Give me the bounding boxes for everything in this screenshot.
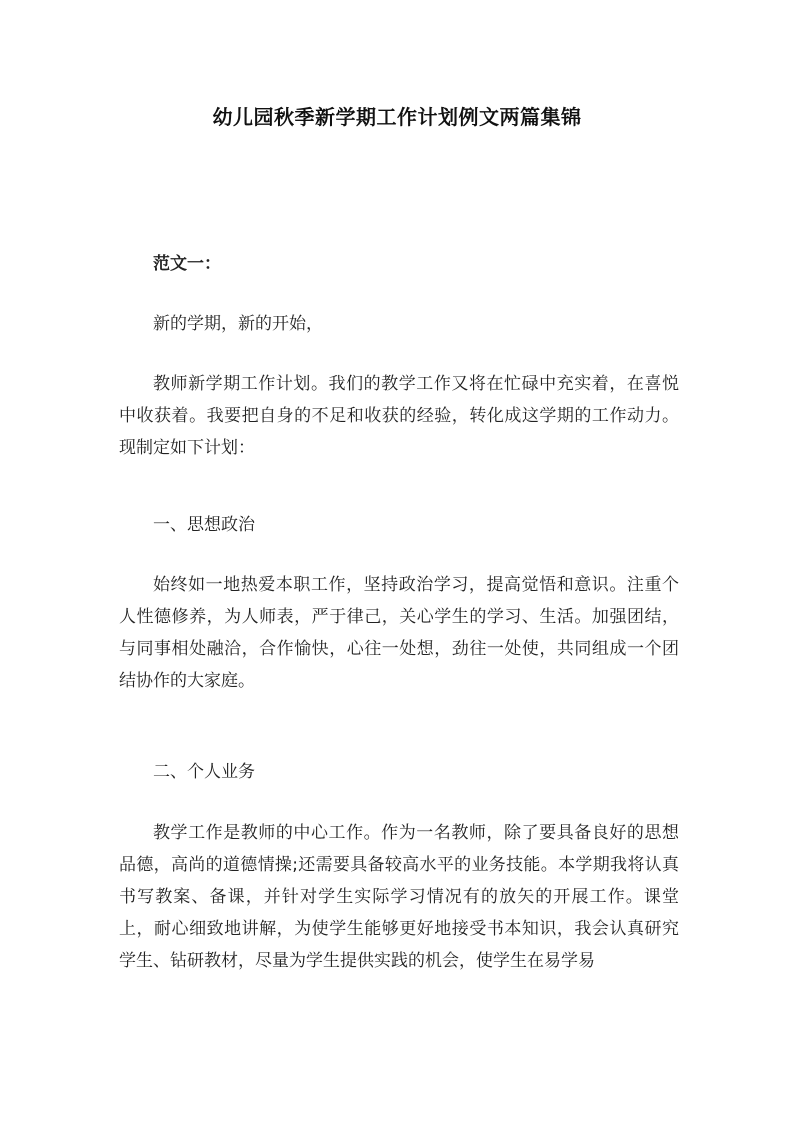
section-label: 范文一： bbox=[153, 254, 221, 274]
paragraph-4: 教学工作是教师的中心工作。作为一名教师，除了要具备良好的思想品德，高尚的道德情操;还需要具备较高水平的业务技能。本学期我将认真书写教案、备课，并针对学生实际学习情况有的放矢的开展工作。课堂上，耐心细致地讲解，为使学生能够更好地接受书本知识，我会认真研究学生、钻研教材，尽量为学生提供实践的机会，使学生在易学易 bbox=[119, 823, 679, 971]
section-heading-politics: 一、思想政治 bbox=[153, 515, 255, 535]
paragraph-3: 始终如一地热爱本职工作，坚持政治学习，提高觉悟和意识。注重个人性德修养，为人师表，严于律己，关心学生的学习、生活。加强团结，与同事相处融洽，合作愉快，心往一处想，劲往一处使，共同组成一个团结协作的大家庭。 bbox=[119, 575, 679, 691]
paragraph-2: 教师新学期工作计划。我们的教学工作又将在忙碌中充实着，在喜悦中收获着。我要把自身的不足和收获的经验，转化成这学期的工作动力。现制定如下计划： bbox=[119, 374, 679, 458]
section-heading-business: 二、个人业务 bbox=[153, 762, 255, 782]
paragraph-1: 新的学期，新的开始， bbox=[153, 314, 323, 334]
document-title: 幼儿园秋季新学期工作计划例文两篇集锦 bbox=[212, 105, 582, 129]
